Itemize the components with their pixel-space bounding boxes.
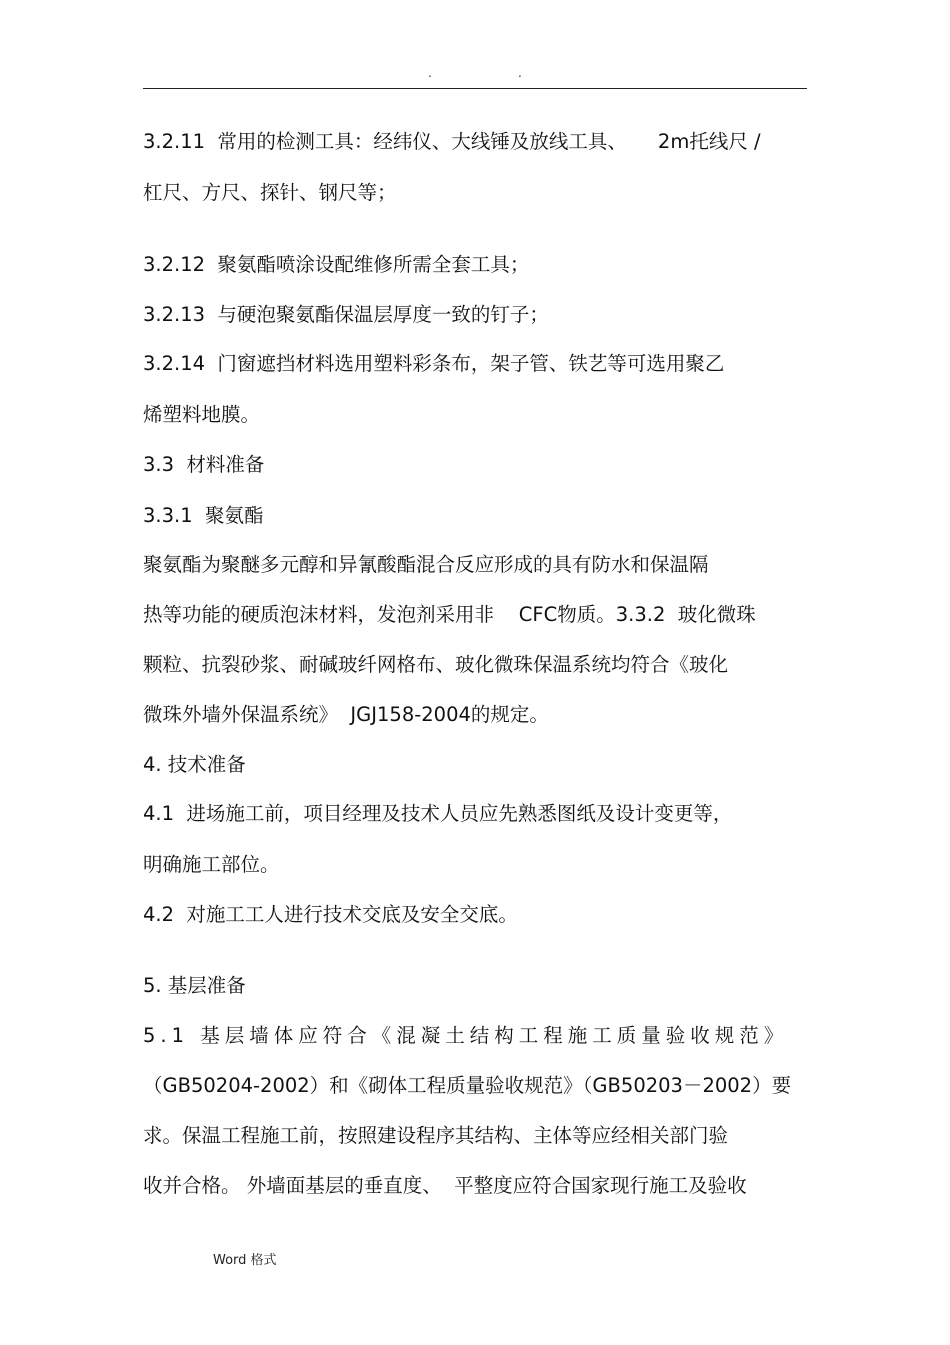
text-line: 3.2.13 与硬泡聚氨酯保温层厚度一致的钉子； xyxy=(143,303,549,326)
header-dot: . xyxy=(428,66,432,80)
text-line: 明确施工部位。 xyxy=(143,853,280,876)
text-line: 3.2.14 门窗遮挡材料选用塑料彩条布，架子管、铁艺等可选用聚乙 xyxy=(143,352,725,375)
subsection-heading: 3.3.1 聚氨酯 xyxy=(143,504,264,527)
text-line: 热等功能的硬质泡沫材料，发泡剂采用非 CFC物质。3.3.2 玻化微珠 xyxy=(143,603,756,626)
text-line: 5.1 基层墙体应符合《混凝土结构工程施工质量验收规范》 xyxy=(143,1024,789,1047)
page-footer: Word 格式 xyxy=(213,1253,277,1268)
section-heading: 5. 基层准备 xyxy=(143,974,246,997)
text-line: 3.2.12 聚氨酯喷涂设配维修所需全套工具； xyxy=(143,253,530,276)
text-line: 杠尺、方尺、探针、钢尺等； xyxy=(143,181,397,204)
text-line: 4.1 进场施工前，项目经理及技术人员应先熟悉图纸及设计变更等， xyxy=(143,802,733,825)
text-line: 求。保温工程施工前，按照建设程序其结构、主体等应经相关部门验 xyxy=(143,1124,729,1147)
text-line: 收并合格。 外墙面基层的垂直度、 平整度应符合国家现行施工及验收 xyxy=(143,1174,747,1197)
text-line: 颗粒、抗裂砂浆、耐碱玻纤网格布、玻化微珠保温系统均符合《玻化 xyxy=(143,653,729,676)
page-header xyxy=(0,66,950,86)
header-rule xyxy=(143,88,807,89)
text-line: 3.2.11 常用的检测工具：经纬仪、大线锤及放线工具、 2m托线尺 / xyxy=(143,130,761,153)
header-dot: . xyxy=(518,66,522,80)
text-line: （GB50204-2002）和《砌体工程质量验收规范》（GB50203－2002）要 xyxy=(143,1074,792,1097)
section-heading: 4. 技术准备 xyxy=(143,753,246,776)
text-line: 4.2 对施工工人进行技术交底及安全交底。 xyxy=(143,903,518,926)
text-line: 聚氨酯为聚醚多元醇和异氰酸酯混合反应形成的具有防水和保温隔 xyxy=(143,553,709,576)
text-line: 烯塑料地膜。 xyxy=(143,403,261,426)
section-heading: 3.3 材料准备 xyxy=(143,453,265,476)
text-line: 微珠外墙外保温系统》 JGJ158-2004的规定。 xyxy=(143,703,549,726)
